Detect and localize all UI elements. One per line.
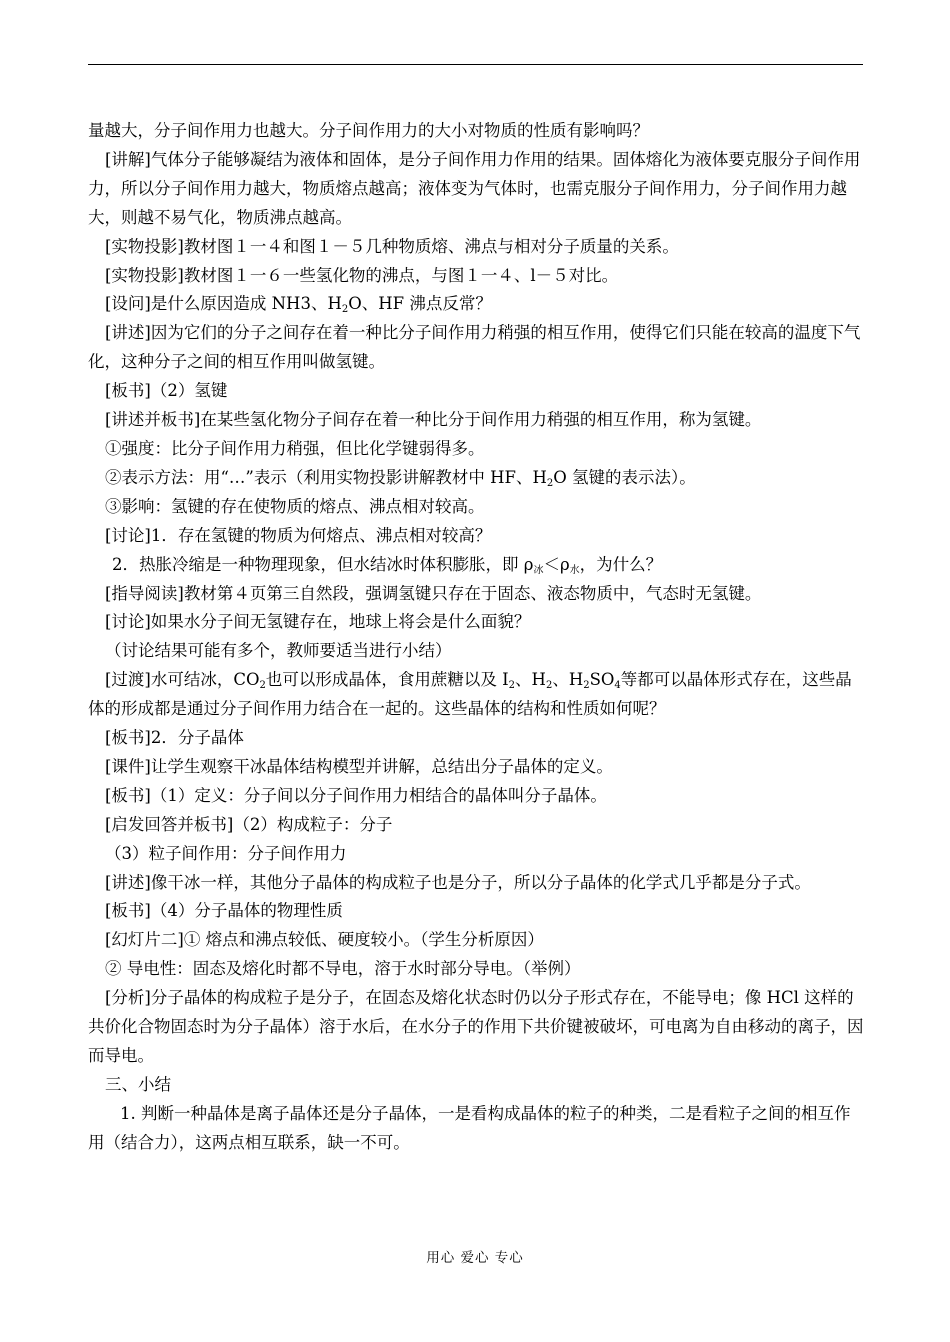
text-run: [设问]是什么原因造成 NH3、H bbox=[105, 294, 342, 314]
subscript: 2 bbox=[341, 304, 349, 316]
paragraph-particles: [启发回答并板书]（2）构成粒子：分子 bbox=[105, 814, 393, 834]
paragraph-board-hbond: [板书]（2）氢键 bbox=[105, 381, 228, 401]
subscript: 2 bbox=[259, 680, 266, 692]
page-footer: 用心 爱心 专心 bbox=[426, 1250, 524, 1266]
subscript: 2 bbox=[508, 680, 516, 692]
document-body bbox=[88, 117, 864, 1158]
paragraph-explain: [讲解]气体分子能够凝结为液体和固体，是分子间作用力作用的结果。固体熔化为液体要克服分子间作用力，所以分子间作用力越大，物质熔点越高；液体变为气体时，也需克服分子间作用力，分子间作用力越大，则越不易气化，物质沸点越高。 bbox=[88, 149, 861, 227]
paragraph-projection-2: [实物投影]教材图１一６一些氢化物的沸点，与图１一４、l－５对比。 bbox=[105, 265, 619, 285]
header-rule bbox=[88, 64, 863, 65]
paragraph-discussion-2 bbox=[88, 551, 864, 580]
section-heading-summary: 三、小结 bbox=[105, 1074, 171, 1094]
paragraph-lecture-2: [讲述]像干冰一样，其他分子晶体的构成粒子也是分子，所以分子晶体的化学式几乎都是分子式。 bbox=[105, 872, 811, 892]
paragraph-hbond-definition: [讲述并板书]在某些氢化物分子间存在着一种比分于间作用力稍强的相互作用，称为氢键。 bbox=[105, 410, 762, 430]
subscript: 4 bbox=[614, 680, 621, 692]
paragraph-representation bbox=[88, 464, 864, 493]
paragraph-courseware: [课件]让学生观察干冰晶体结构模型并讲解，总结出分子晶体的定义。 bbox=[105, 756, 613, 776]
paragraph-board-properties: [板书]（4）分子晶体的物理性质 bbox=[105, 901, 343, 921]
paragraph-conductivity: ② 导电性：固态及熔化时都不导电，溶于水时部分导电。（举例） bbox=[105, 959, 581, 979]
paragraph-analysis: [分析]分子晶体的构成粒子是分子，在固态及熔化状态时仍以分子形式存在，不能导电；像 HCl 这样的共价化合物固态时为分子晶体）溶于水后，在水分子的作用下共价键被破坏，可电离为自由移动的离子，因而导电。 bbox=[88, 988, 864, 1065]
paragraph-note: （讨论结果可能有多个，教师要适当进行小结） bbox=[105, 641, 452, 661]
subscript: 2 bbox=[546, 477, 554, 489]
subscript: 2 bbox=[545, 680, 553, 692]
subscript: 冰 bbox=[533, 564, 544, 576]
text-run: ＜ρ bbox=[543, 554, 570, 574]
paragraph-discussion-1: [讨论]1．存在氢键的物质为何熔点、沸点相对较高？ bbox=[105, 525, 492, 545]
text-run: 2．热胀冷缩是一种物理现象，但水结冰时体积膨胀，即 ρ bbox=[112, 554, 534, 574]
text-run: 、H bbox=[515, 670, 546, 690]
paragraph-summary-1: 1. 判断一种晶体是离子晶体还是分子晶体，一是看构成晶体的粒子的种类，二是看粒子之间的相互作用（结合力），这两点相互联系，缺一不可。 bbox=[88, 1103, 851, 1152]
paragraph-definition: [板书]（1）定义：分子间以分子间作用力相结合的晶体叫分子晶体。 bbox=[105, 785, 607, 805]
paragraph-slide-2: [幻灯片二]① 熔点和沸点较低、硬度较小。（学生分析原因） bbox=[105, 930, 544, 950]
paragraph-influence: ③影响：氢键的存在使物质的熔点、沸点相对较高。 bbox=[105, 496, 485, 516]
subscript: 水 bbox=[569, 564, 580, 576]
paragraph-discussion-3: [讨论]如果水分子间无氢键存在，地球上将会是什么面貌？ bbox=[105, 612, 531, 632]
text-run: O、HF 沸点反常？ bbox=[348, 294, 492, 314]
paragraph-question bbox=[88, 290, 864, 319]
text-run: ，为什么？ bbox=[579, 554, 663, 574]
text-run: 也可以形成晶体，食用蔗糖以及 I bbox=[265, 670, 509, 690]
text-run: [过渡]水可结冰，CO bbox=[105, 670, 260, 690]
paragraph-interaction: （3）粒子间作用：分子间作用力 bbox=[105, 843, 347, 863]
paragraph-lecture: [讲述]因为它们的分子之间存在着一种比分子间作用力稍强的相互作用，使得它们只能在较高的温度下气化，这种分子之间的相互作用叫做氢键。 bbox=[88, 323, 861, 372]
paragraph-board-molecular-crystal: [板书]2．分子晶体 bbox=[105, 728, 244, 748]
paragraph-guided-reading: [指导阅读]教材第４页第三自然段，强调氢键只存在于固态、液态物质中，气态时无氢键。 bbox=[105, 583, 762, 603]
text-run: SO bbox=[589, 670, 615, 690]
text-run: ②表示方法：用“…”表示（利用实物投影讲解教材中 HF、H bbox=[105, 467, 547, 487]
text-run: 等都可以晶体形式存在，这些晶体的形成都是通过分子间作用力结合在一起的。这些晶体的结构和性质如何呢？ bbox=[88, 670, 852, 719]
text-run: O 氢键的表示法）。 bbox=[553, 467, 696, 487]
paragraph-projection-1: [实物投影]教材图１一４和图１－５几种物质熔、沸点与相对分子质量的关系。 bbox=[105, 236, 679, 256]
subscript: 2 bbox=[583, 680, 590, 692]
paragraph-strength: ①强度：比分子间作用力稍强，但比化学键弱得多。 bbox=[105, 438, 485, 458]
text-run: 、H bbox=[552, 670, 584, 690]
paragraph-transition bbox=[88, 666, 864, 724]
paragraph-line: 量越大，分子间作用力也越大。分子间作用力的大小对物质的性质有影响吗？ bbox=[88, 121, 649, 140]
